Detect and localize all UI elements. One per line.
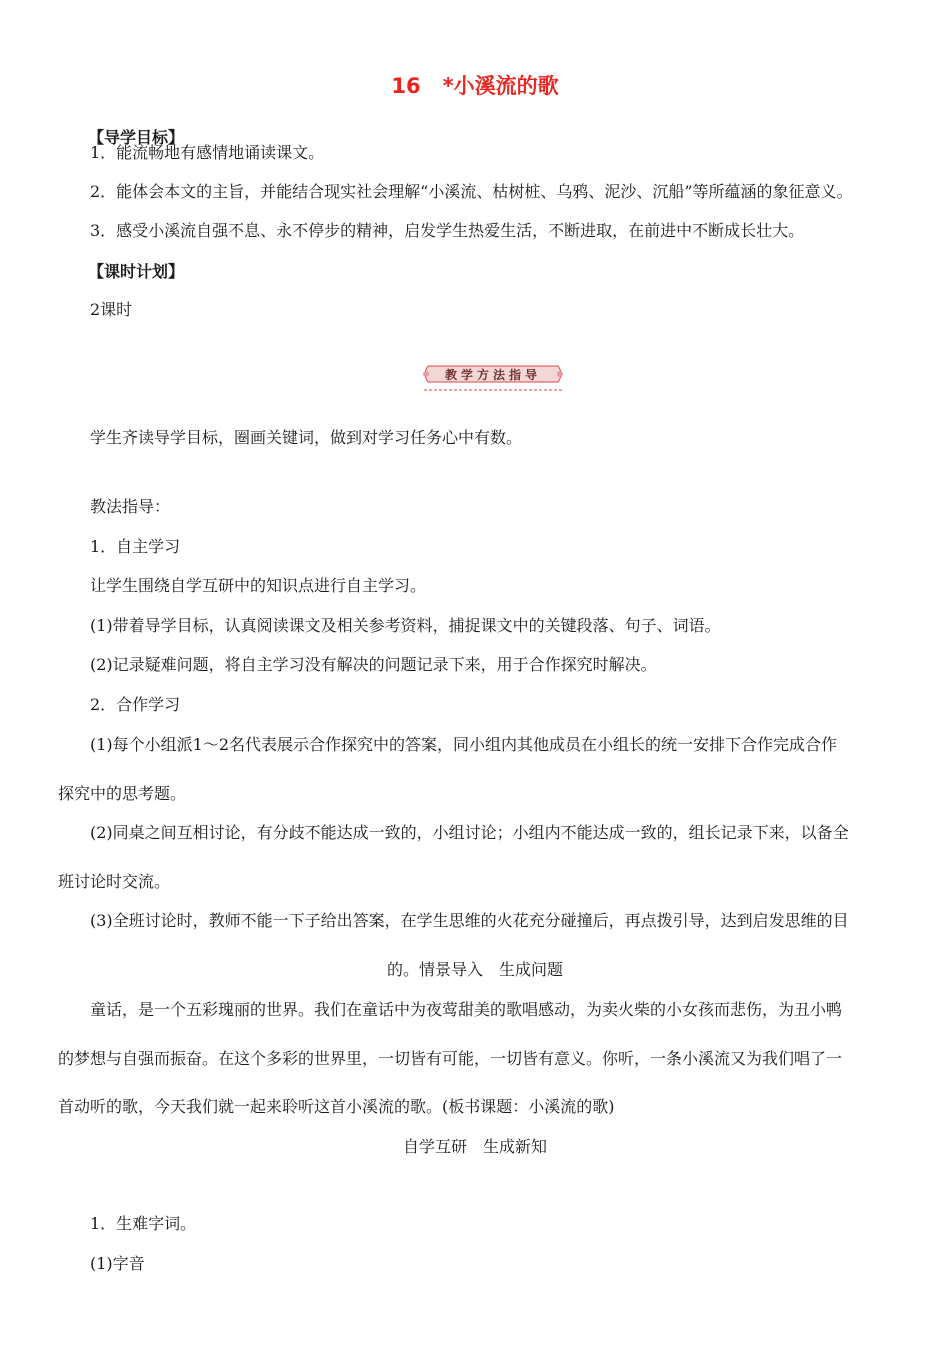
goal-item-3: 3．感受小溪流自强不息、永不停步的精神，启发学生热爱生活，不断进取，在前进中不断成长壮大。 [90,221,805,240]
lesson-number: 16 [391,74,421,98]
words-sub: (1)字音 [90,1254,145,1273]
method-banner [420,362,566,392]
coop-item-1-line-2: 探究中的思考题。 [58,784,187,803]
section-heading-2: 自学互研 生成新知 [402,1137,547,1156]
self-study-title: 1．自主学习 [90,537,181,556]
coop-item-3-line-1: (3)全班讨论时，教师不能一下子给出答案，在学生思维的火花充分碰撞后，再点拨引导，达到启发思维的目 [90,911,849,930]
banner-label: 教学方法指导 [444,368,541,382]
goals-heading: 【导学目标】 [88,128,185,147]
goal-item-1: 1．能流畅地有感情地诵读课文。 [90,143,325,162]
method-heading: 教法指导： [90,497,171,516]
story-line-1: 童话，是一个五彩瑰丽的世界。我们在童话中为夜莺甜美的歌唱感动，为卖火柴的小女孩而悲伤，为丑小鸭 [90,1000,843,1019]
coop-title: 2．合作学习 [90,695,181,714]
plan-heading: 【课时计划】 [88,262,185,281]
coop-item-2-line-1: (2)同桌之间互相讨论，有分歧不能达成一致的，小组讨论；小组内不能达成一致的，组长记录下来，以备全 [90,823,849,842]
self-study-desc: 让学生围绕自学互研中的知识点进行自主学习。 [90,576,427,595]
self-study-item-1: (1)带着导学目标，认真阅读课文及相关参考资料，捕捉课文中的关键段落、句子、词语。 [90,616,721,635]
story-line-2: 的梦想与自强而振奋。在这个多彩的世界里，一切皆有可能，一切皆有意义。你听，一条小溪流又为我们唱了一 [58,1049,843,1068]
goal-item-2: 2．能体会本文的主旨，并能结合现实社会理解“小溪流、枯树桩、乌鸦、泥沙、沉船”等所蕴涵的象征意义。 [90,182,853,201]
plan-value: 2课时 [90,300,133,319]
words-title: 1．生难字词。 [90,1214,197,1233]
coop-item-1-line-1: (1)每个小组派1～2名代表展示合作探究中的答案，同小组内其他成员在小组长的统一安排下合作完成合作 [90,735,838,754]
self-study-item-2: (2)记录疑难问题，将自主学习没有解决的问题记录下来，用于合作探究时解决。 [90,655,657,674]
story-line-3: 首动听的歌，今天我们就一起来聆听这首小溪流的歌。(板书课题：小溪流的歌) [58,1097,615,1116]
lesson-name: *小溪流的歌 [442,74,559,98]
coop-item-3-line-2: 的。情景导入 生成问题 [386,960,563,979]
lesson-title [0,70,950,100]
coop-item-2-line-2: 班讨论时交流。 [58,872,171,891]
intro-text: 学生齐读导学目标，圈画关键词，做到对学习任务心中有数。 [90,428,523,447]
